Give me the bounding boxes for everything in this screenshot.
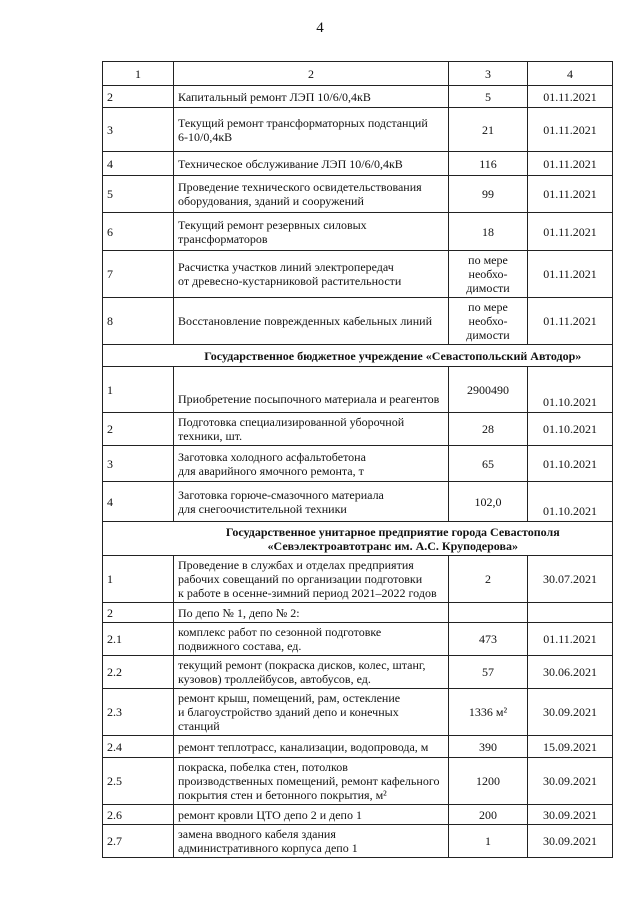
row-quantity: 200 <box>449 805 528 825</box>
row-description: По депо № 1, депо № 2: <box>174 603 449 623</box>
row-number: 3 <box>103 108 174 152</box>
row-description: Расчистка участков линий электропередач от древесно-кустарниковой растительности <box>174 251 449 298</box>
row-date: 01.10.2021 <box>528 482 613 522</box>
row-quantity: 28 <box>449 413 528 446</box>
table-row <box>103 446 613 482</box>
row-date: 01.10.2021 <box>528 413 613 446</box>
row-date: 30.09.2021 <box>528 689 613 736</box>
row-quantity: 99 <box>449 176 528 213</box>
row-date: 30.07.2021 <box>528 556 613 603</box>
row-description: Текущий ремонт трансформаторных подстанций 6-10/0,4кВ <box>174 108 449 152</box>
table-row <box>103 689 613 736</box>
section-title-autodor: Государственное бюджетное учреждение «Севастопольский Автодор» <box>174 345 613 367</box>
row-date: 01.11.2021 <box>528 108 613 152</box>
row-description: Восстановление поврежденных кабельных линий <box>174 298 449 345</box>
row-description: текущий ремонт (покраска дисков, колес, штанг, кузовов) троллейбусов, автобусов, ед. <box>174 656 449 689</box>
table-row <box>103 603 613 623</box>
row-description: ремонт теплотрасс, канализации, водопровода, м <box>174 736 449 758</box>
row-description: ремонт кровли ЦТО депо 2 и депо 1 <box>174 805 449 825</box>
row-description: Подготовка специализированной уборочной техники, шт. <box>174 413 449 446</box>
row-description: Техническое обслуживание ЛЭП 10/6/0,4кВ <box>174 152 449 176</box>
row-date: 30.09.2021 <box>528 758 613 805</box>
work-plan-table <box>102 61 613 858</box>
row-quantity: 65 <box>449 446 528 482</box>
row-quantity: 1 <box>449 825 528 858</box>
section-row <box>103 522 613 556</box>
row-date: 01.10.2021 <box>528 446 613 482</box>
row-description: Капитальный ремонт ЛЭП 10/6/0,4кВ <box>174 86 449 108</box>
row-number: 2.4 <box>103 736 174 758</box>
row-date: 01.11.2021 <box>528 251 613 298</box>
table-row <box>103 413 613 446</box>
row-quantity: 18 <box>449 213 528 251</box>
table-row <box>103 298 613 345</box>
table-row <box>103 825 613 858</box>
section-title-sevelectroavtotrans: Государственное унитарное предприятие города Севастополя «Севэлектроавтотранс им. А.С. Круподерова» <box>174 522 613 556</box>
page-number: 4 <box>316 20 324 36</box>
row-description: Проведение технического освидетельствования оборудования, зданий и сооружений <box>174 176 449 213</box>
table-row <box>103 758 613 805</box>
row-number: 2.1 <box>103 623 174 656</box>
table-row <box>103 152 613 176</box>
row-quantity: по мере необхо- димости <box>449 298 528 345</box>
row-quantity: 1336 м² <box>449 689 528 736</box>
table-row <box>103 805 613 825</box>
row-quantity: 102,0 <box>449 482 528 522</box>
table-row <box>103 86 613 108</box>
row-date <box>528 603 613 623</box>
row-quantity <box>449 603 528 623</box>
row-date: 30.09.2021 <box>528 805 613 825</box>
row-number: 8 <box>103 298 174 345</box>
table-header-row <box>103 62 613 86</box>
row-number: 2.5 <box>103 758 174 805</box>
row-quantity: 21 <box>449 108 528 152</box>
row-description: комплекс работ по сезонной подготовке подвижного состава, ед. <box>174 623 449 656</box>
row-number: 2.3 <box>103 689 174 736</box>
col-header-2: 2 <box>174 62 449 86</box>
row-number: 4 <box>103 152 174 176</box>
row-date: 30.06.2021 <box>528 656 613 689</box>
row-description: Проведение в службах и отделах предприятия рабочих совещаний по организации подготовки к работе в осенне-зимний период 2021–2022 годов <box>174 556 449 603</box>
table-row <box>103 213 613 251</box>
table-row <box>103 176 613 213</box>
row-description: Приобретение посыпочного материала и реагентов <box>174 367 449 413</box>
section-row <box>103 345 613 367</box>
row-quantity: 2900490 <box>449 367 528 413</box>
table-row <box>103 367 613 413</box>
row-number: 1 <box>103 556 174 603</box>
row-number: 2.2 <box>103 656 174 689</box>
row-number: 2.6 <box>103 805 174 825</box>
row-date: 01.11.2021 <box>528 176 613 213</box>
row-quantity: 2 <box>449 556 528 603</box>
table-row <box>103 251 613 298</box>
row-quantity: по мере необхо- димости <box>449 251 528 298</box>
row-description: замена вводного кабеля здания административного корпуса депо 1 <box>174 825 449 858</box>
row-quantity: 5 <box>449 86 528 108</box>
table-row <box>103 482 613 522</box>
row-number: 1 <box>103 367 174 413</box>
row-number: 2.7 <box>103 825 174 858</box>
col-header-1: 1 <box>103 62 174 86</box>
row-date: 01.11.2021 <box>528 298 613 345</box>
row-date: 01.10.2021 <box>528 367 613 413</box>
row-date: 15.09.2021 <box>528 736 613 758</box>
row-date: 30.09.2021 <box>528 825 613 858</box>
row-date: 01.11.2021 <box>528 86 613 108</box>
row-description: Заготовка горюче-смазочного материала для снегоочистительной техники <box>174 482 449 522</box>
row-number: 5 <box>103 176 174 213</box>
row-quantity: 57 <box>449 656 528 689</box>
row-date: 01.11.2021 <box>528 213 613 251</box>
row-description: ремонт крыш, помещений, рам, остекление и благоустройство зданий депо и конечных станций <box>174 689 449 736</box>
row-number: 2 <box>103 413 174 446</box>
row-number: 4 <box>103 482 174 522</box>
row-quantity: 390 <box>449 736 528 758</box>
row-quantity: 116 <box>449 152 528 176</box>
row-number: 6 <box>103 213 174 251</box>
row-quantity: 473 <box>449 623 528 656</box>
table-row <box>103 623 613 656</box>
table-row <box>103 108 613 152</box>
row-date: 01.11.2021 <box>528 623 613 656</box>
row-date: 01.11.2021 <box>528 152 613 176</box>
table-row <box>103 556 613 603</box>
row-number: 2 <box>103 603 174 623</box>
col-header-3: 3 <box>449 62 528 86</box>
row-number: 3 <box>103 446 174 482</box>
table-row <box>103 736 613 758</box>
table-row <box>103 656 613 689</box>
row-description: покраска, побелка стен, потолков производственных помещений, ремонт кафельного покрытия стен и бетонного покрытия, м² <box>174 758 449 805</box>
row-number: 7 <box>103 251 174 298</box>
col-header-4: 4 <box>528 62 613 86</box>
row-description: Текущий ремонт резервных силовых трансформаторов <box>174 213 449 251</box>
row-number: 2 <box>103 86 174 108</box>
row-quantity: 1200 <box>449 758 528 805</box>
row-description: Заготовка холодного асфальтобетона для аварийного ямочного ремонта, т <box>174 446 449 482</box>
